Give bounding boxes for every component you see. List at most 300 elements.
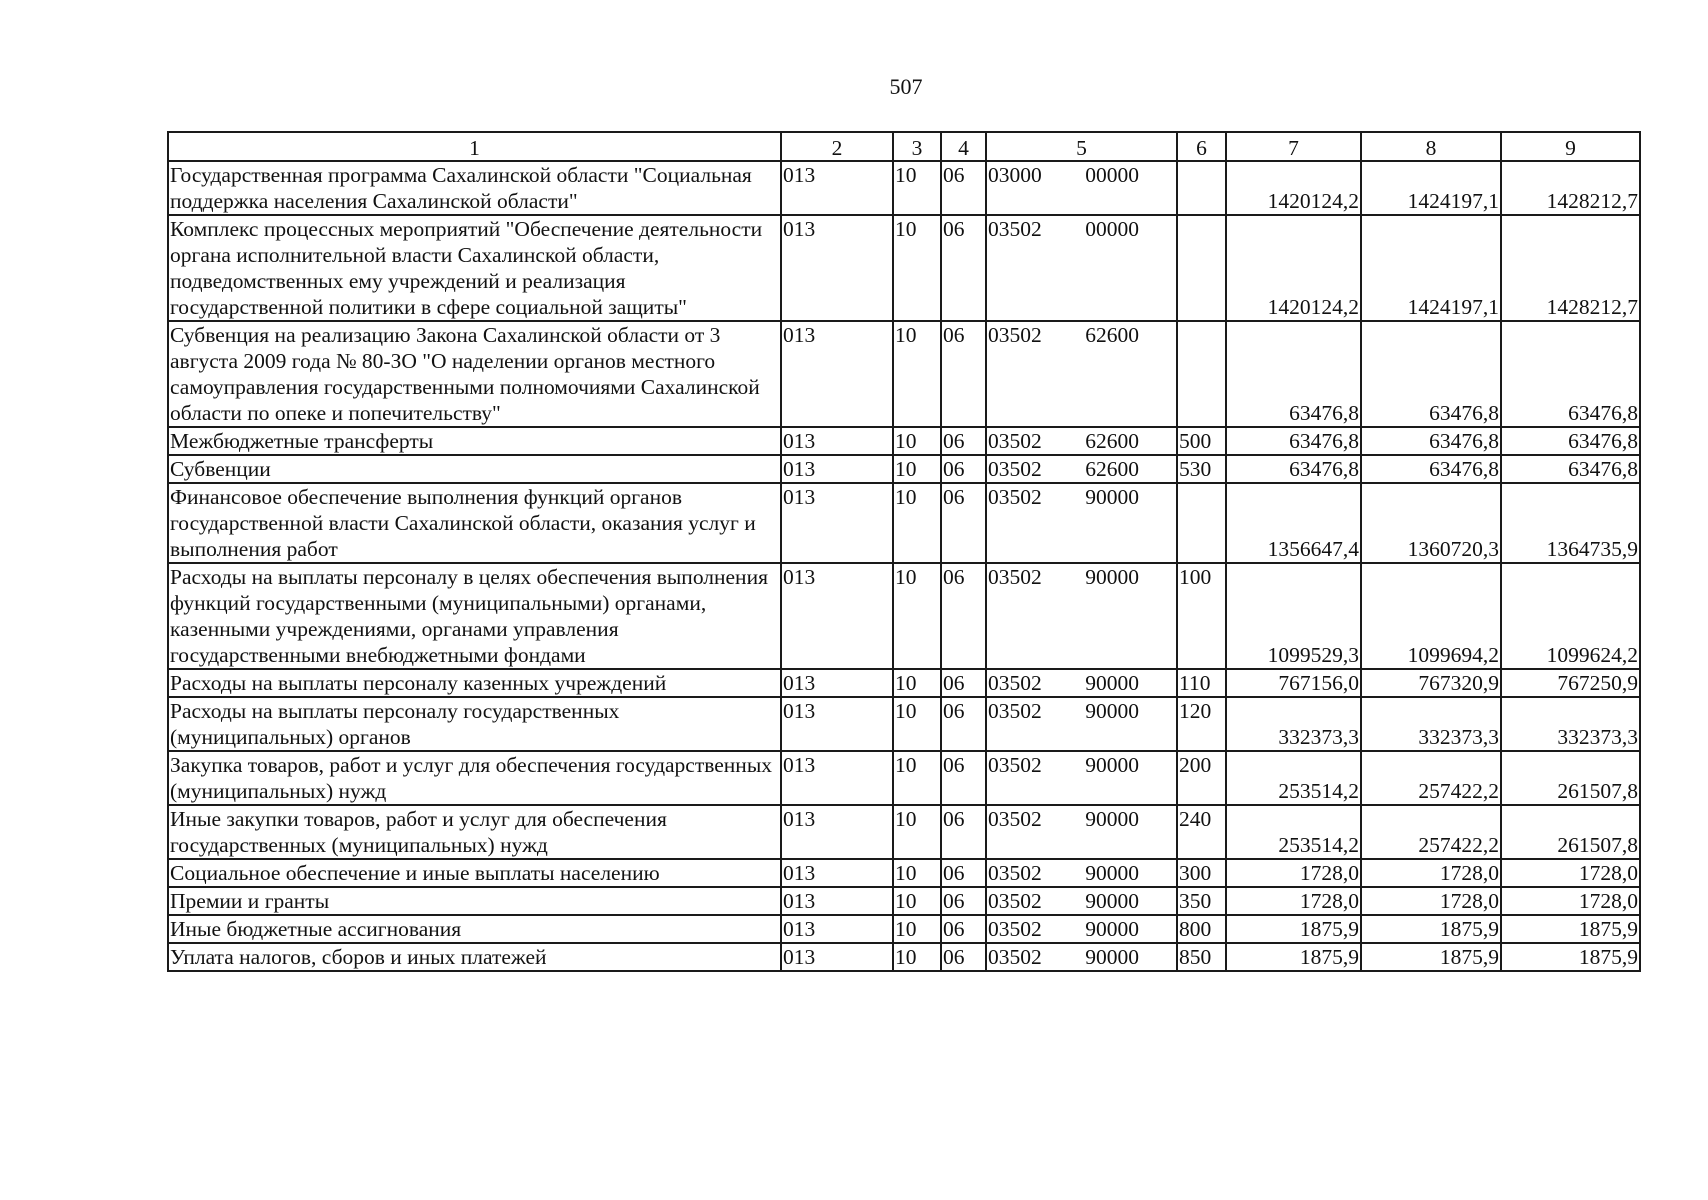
direction-code: 90000	[1085, 889, 1139, 913]
direction-code: 62600	[1085, 429, 1139, 453]
amount-col9-cell	[1501, 915, 1640, 943]
row-name-cell	[168, 915, 781, 943]
subsection-cell	[941, 321, 986, 427]
header-row	[168, 132, 1640, 161]
subsection-cell	[941, 215, 986, 321]
amount-col7-cell	[1226, 215, 1361, 321]
table-row	[168, 943, 1640, 971]
section-cell	[893, 751, 941, 805]
cell-text: 013	[783, 699, 816, 723]
cell-text: 06	[943, 323, 965, 347]
section-cell	[893, 915, 941, 943]
cell-text: 63476,8	[1568, 429, 1638, 453]
subsection-cell	[941, 669, 986, 697]
amount-col9-cell	[1501, 563, 1640, 669]
cell-text: 10	[895, 807, 917, 831]
cell-text: 1428212,7	[1546, 189, 1638, 213]
subsection-cell	[941, 943, 986, 971]
cell-text: 10	[895, 485, 917, 509]
program-code: 03502	[988, 429, 1042, 453]
amount-col9-cell	[1501, 161, 1640, 215]
cell-text: 120	[1179, 699, 1212, 723]
cell-text: 63476,8	[1289, 401, 1359, 425]
program-code: 03502	[988, 917, 1042, 941]
cell-text: 10	[895, 861, 917, 885]
amount-col7-cell	[1226, 321, 1361, 427]
cell-text: 1875,9	[1299, 945, 1359, 969]
direction-code: 90000	[1085, 565, 1139, 589]
cell-text: 06	[943, 485, 965, 509]
cell-text: 1728,0	[1578, 861, 1638, 885]
row-name-cell	[168, 427, 781, 455]
amount-col8-cell	[1361, 669, 1501, 697]
cell-text: 10	[895, 889, 917, 913]
cell-text: Расходы на выплаты персоналу казенных учреждений	[170, 671, 667, 695]
subsection-cell	[941, 563, 986, 669]
target-article-cell	[986, 943, 1177, 971]
cell-text: 63476,8	[1568, 401, 1638, 425]
cell-text: 10	[895, 671, 917, 695]
row-name-cell	[168, 563, 781, 669]
section-cell	[893, 859, 941, 887]
amount-col8-cell	[1361, 483, 1501, 563]
direction-code: 90000	[1085, 671, 1139, 695]
cell-text: 06	[943, 861, 965, 885]
amount-col9-cell	[1501, 483, 1640, 563]
table-row	[168, 859, 1640, 887]
column-header: 5	[986, 132, 1177, 161]
cell-text: 253514,2	[1278, 833, 1359, 857]
cell-text: 261507,8	[1557, 779, 1638, 803]
cell-text: 013	[783, 457, 816, 481]
amount-col7-cell	[1226, 455, 1361, 483]
cell-text: 013	[783, 807, 816, 831]
cell-text: 1364735,9	[1546, 537, 1638, 561]
cell-text: 013	[783, 917, 816, 941]
table-row	[168, 215, 1640, 321]
cell-text: Иные бюджетные ассигнования	[170, 917, 462, 941]
table-row	[168, 887, 1640, 915]
row-name-cell	[168, 483, 781, 563]
direction-code: 62600	[1085, 323, 1139, 347]
cell-text: 63476,8	[1289, 429, 1359, 453]
cell-text: 10	[895, 429, 917, 453]
expense-type-cell	[1177, 887, 1226, 915]
ministry-code-cell	[781, 915, 893, 943]
target-article-cell	[986, 427, 1177, 455]
cell-text: 10	[895, 163, 917, 187]
cell-text: 06	[943, 699, 965, 723]
amount-col7-cell	[1226, 669, 1361, 697]
section-cell	[893, 887, 941, 915]
amount-col8-cell	[1361, 427, 1501, 455]
program-code: 03502	[988, 485, 1042, 509]
cell-text: 332373,3	[1557, 725, 1638, 749]
subsection-cell	[941, 427, 986, 455]
program-code: 03502	[988, 945, 1042, 969]
target-article-cell	[986, 483, 1177, 563]
amount-col8-cell	[1361, 805, 1501, 859]
ministry-code-cell	[781, 321, 893, 427]
amount-col9-cell	[1501, 751, 1640, 805]
cell-text: 530	[1179, 457, 1212, 481]
program-code: 03502	[988, 753, 1042, 777]
program-code: 03000	[988, 163, 1042, 187]
program-code: 03502	[988, 699, 1042, 723]
amount-col8-cell	[1361, 943, 1501, 971]
cell-text: Комплекс процессных мероприятий "Обеспечение деятельности органа исполнительной власти Сахалинской области, подведомственных ему учреждений и реализация государственной политики в сфере социальной защиты"	[170, 217, 763, 319]
cell-text: 500	[1179, 429, 1212, 453]
cell-text: 013	[783, 323, 816, 347]
row-name-cell	[168, 215, 781, 321]
column-header: 8	[1361, 132, 1501, 161]
cell-text: 767320,9	[1418, 671, 1499, 695]
cell-text: Премии и гранты	[170, 889, 330, 913]
subsection-cell	[941, 751, 986, 805]
cell-text: 1875,9	[1439, 945, 1499, 969]
amount-col7-cell	[1226, 427, 1361, 455]
cell-text: 10	[895, 217, 917, 241]
row-name-cell	[168, 161, 781, 215]
cell-text: 06	[943, 217, 965, 241]
cell-text: 10	[895, 945, 917, 969]
direction-code: 62600	[1085, 457, 1139, 481]
cell-text: 10	[895, 699, 917, 723]
expense-type-cell	[1177, 859, 1226, 887]
cell-text: 1420124,2	[1267, 295, 1359, 319]
direction-code: 90000	[1085, 945, 1139, 969]
amount-col7-cell	[1226, 859, 1361, 887]
amount-col8-cell	[1361, 751, 1501, 805]
target-article-cell	[986, 161, 1177, 215]
program-code: 03502	[988, 217, 1042, 241]
cell-text: 06	[943, 565, 965, 589]
cell-text: 1875,9	[1439, 917, 1499, 941]
amount-col9-cell	[1501, 805, 1640, 859]
cell-text: 1728,0	[1299, 861, 1359, 885]
cell-text: 1728,0	[1439, 889, 1499, 913]
ministry-code-cell	[781, 859, 893, 887]
target-article-cell	[986, 805, 1177, 859]
expense-type-cell	[1177, 483, 1226, 563]
cell-text: 1428212,7	[1546, 295, 1638, 319]
amount-col7-cell	[1226, 805, 1361, 859]
amount-col9-cell	[1501, 669, 1640, 697]
section-cell	[893, 943, 941, 971]
row-name-cell	[168, 887, 781, 915]
row-name-cell	[168, 943, 781, 971]
amount-col9-cell	[1501, 859, 1640, 887]
subsection-cell	[941, 859, 986, 887]
program-code: 03502	[988, 323, 1042, 347]
table-row	[168, 697, 1640, 751]
section-cell	[893, 563, 941, 669]
direction-code: 90000	[1085, 753, 1139, 777]
column-header: 4	[941, 132, 986, 161]
cell-text: 100	[1179, 565, 1212, 589]
cell-text: 013	[783, 429, 816, 453]
expense-type-cell	[1177, 427, 1226, 455]
ministry-code-cell	[781, 697, 893, 751]
amount-col8-cell	[1361, 697, 1501, 751]
cell-text: 240	[1179, 807, 1212, 831]
direction-code: 90000	[1085, 485, 1139, 509]
target-article-cell	[986, 455, 1177, 483]
cell-text: 350	[1179, 889, 1212, 913]
cell-text: 253514,2	[1278, 779, 1359, 803]
page-number: 507	[889, 74, 923, 99]
subsection-cell	[941, 805, 986, 859]
table-row	[168, 427, 1640, 455]
cell-text: 1728,0	[1578, 889, 1638, 913]
cell-text: 1424197,1	[1407, 295, 1499, 319]
cell-text: 013	[783, 861, 816, 885]
amount-col7-cell	[1226, 887, 1361, 915]
cell-text: 1099624,2	[1546, 643, 1638, 667]
amount-col8-cell	[1361, 915, 1501, 943]
section-cell	[893, 669, 941, 697]
cell-text: 63476,8	[1429, 429, 1499, 453]
cell-text: 06	[943, 889, 965, 913]
row-name-cell	[168, 669, 781, 697]
cell-text: Субвенция на реализацию Закона Сахалинской области от 3 августа 2009 года № 80-ЗО "О наделении органов местного самоуправления государственными полномочиями Сахалинской области по опеке и попечительству"	[170, 323, 760, 425]
table-row	[168, 751, 1640, 805]
table-row	[168, 563, 1640, 669]
amount-col7-cell	[1226, 483, 1361, 563]
cell-text: 767156,0	[1278, 671, 1359, 695]
cell-text: 1360720,3	[1407, 537, 1499, 561]
cell-text: 1420124,2	[1267, 189, 1359, 213]
amount-col7-cell	[1226, 943, 1361, 971]
row-name-cell	[168, 321, 781, 427]
subsection-cell	[941, 483, 986, 563]
expense-type-cell	[1177, 697, 1226, 751]
target-article-cell	[986, 215, 1177, 321]
cell-text: Расходы на выплаты персоналу в целях обеспечения выполнения функций государственными (муниципальными) органами, казенными учреждениями, органами управления государственными внебюджетными фондами	[170, 565, 768, 667]
target-article-cell	[986, 751, 1177, 805]
cell-text: 767250,9	[1557, 671, 1638, 695]
program-code: 03502	[988, 565, 1042, 589]
cell-text: 10	[895, 753, 917, 777]
expense-type-cell	[1177, 943, 1226, 971]
cell-text: 06	[943, 457, 965, 481]
table-row	[168, 805, 1640, 859]
ministry-code-cell	[781, 887, 893, 915]
target-article-cell	[986, 887, 1177, 915]
cell-text: 013	[783, 217, 816, 241]
expense-type-cell	[1177, 161, 1226, 215]
program-code: 03502	[988, 861, 1042, 885]
amount-col8-cell	[1361, 161, 1501, 215]
cell-text: 1728,0	[1439, 861, 1499, 885]
section-cell	[893, 427, 941, 455]
expense-type-cell	[1177, 669, 1226, 697]
amount-col9-cell	[1501, 697, 1640, 751]
subsection-cell	[941, 161, 986, 215]
cell-text: 200	[1179, 753, 1212, 777]
cell-text: 300	[1179, 861, 1212, 885]
amount-col7-cell	[1226, 751, 1361, 805]
cell-text: 10	[895, 323, 917, 347]
cell-text: 850	[1179, 945, 1212, 969]
section-cell	[893, 455, 941, 483]
direction-code: 90000	[1085, 807, 1139, 831]
cell-text: 013	[783, 163, 816, 187]
target-article-cell	[986, 321, 1177, 427]
cell-text: 1875,9	[1578, 917, 1638, 941]
cell-text: Уплата налогов, сборов и иных платежей	[170, 945, 547, 969]
cell-text: 10	[895, 565, 917, 589]
section-cell	[893, 805, 941, 859]
cell-text: 63476,8	[1429, 457, 1499, 481]
cell-text: 63476,8	[1429, 401, 1499, 425]
column-header: 2	[781, 132, 893, 161]
row-name-cell	[168, 751, 781, 805]
ministry-code-cell	[781, 161, 893, 215]
column-header: 1	[168, 132, 781, 161]
expense-type-cell	[1177, 563, 1226, 669]
program-code: 03502	[988, 457, 1042, 481]
cell-text: 63476,8	[1289, 457, 1359, 481]
cell-text: 332373,3	[1418, 725, 1499, 749]
cell-text: 261507,8	[1557, 833, 1638, 857]
table-row	[168, 455, 1640, 483]
subsection-cell	[941, 915, 986, 943]
ministry-code-cell	[781, 751, 893, 805]
target-article-cell	[986, 697, 1177, 751]
subsection-cell	[941, 455, 986, 483]
cell-text: Иные закупки товаров, работ и услуг для обеспечения государственных (муниципальных) нужд	[170, 807, 667, 857]
row-name-cell	[168, 455, 781, 483]
cell-text: Финансовое обеспечение выполнения функций органов государственной власти Сахалинской области, оказания услуг и выполнения работ	[170, 485, 756, 561]
target-article-cell	[986, 915, 1177, 943]
amount-col9-cell	[1501, 455, 1640, 483]
expense-type-cell	[1177, 321, 1226, 427]
expense-type-cell	[1177, 751, 1226, 805]
subsection-cell	[941, 887, 986, 915]
section-cell	[893, 321, 941, 427]
cell-text: 10	[895, 457, 917, 481]
ministry-code-cell	[781, 455, 893, 483]
program-code: 03502	[988, 807, 1042, 831]
cell-text: 10	[895, 917, 917, 941]
cell-text: 013	[783, 565, 816, 589]
ministry-code-cell	[781, 483, 893, 563]
table-row	[168, 915, 1640, 943]
target-article-cell	[986, 859, 1177, 887]
table-row	[168, 483, 1640, 563]
cell-text: 1728,0	[1299, 889, 1359, 913]
cell-text: 800	[1179, 917, 1212, 941]
direction-code: 90000	[1085, 861, 1139, 885]
section-cell	[893, 483, 941, 563]
cell-text: 013	[783, 671, 816, 695]
target-article-cell	[986, 669, 1177, 697]
section-cell	[893, 161, 941, 215]
amount-col9-cell	[1501, 943, 1640, 971]
cell-text: 013	[783, 753, 816, 777]
cell-text: 06	[943, 945, 965, 969]
amount-col8-cell	[1361, 859, 1501, 887]
amount-col8-cell	[1361, 215, 1501, 321]
cell-text: 63476,8	[1568, 457, 1638, 481]
expense-type-cell	[1177, 215, 1226, 321]
direction-code: 00000	[1085, 217, 1139, 241]
cell-text: Межбюджетные трансферты	[170, 429, 434, 453]
budget-table	[167, 131, 1641, 972]
column-header: 6	[1177, 132, 1226, 161]
table-row	[168, 669, 1640, 697]
program-code: 03502	[988, 889, 1042, 913]
cell-text: 06	[943, 807, 965, 831]
target-article-cell	[986, 563, 1177, 669]
amount-col7-cell	[1226, 915, 1361, 943]
cell-text: 1424197,1	[1407, 189, 1499, 213]
amount-col7-cell	[1226, 161, 1361, 215]
cell-text: Социальное обеспечение и иные выплаты населению	[170, 861, 660, 885]
expense-type-cell	[1177, 455, 1226, 483]
cell-text: 257422,2	[1418, 779, 1499, 803]
cell-text: 013	[783, 945, 816, 969]
direction-code: 00000	[1085, 163, 1139, 187]
cell-text: 1099694,2	[1407, 643, 1499, 667]
direction-code: 90000	[1085, 699, 1139, 723]
direction-code: 90000	[1085, 917, 1139, 941]
amount-col9-cell	[1501, 215, 1640, 321]
ministry-code-cell	[781, 805, 893, 859]
ministry-code-cell	[781, 215, 893, 321]
row-name-cell	[168, 697, 781, 751]
cell-text: 1875,9	[1299, 917, 1359, 941]
cell-text: Закупка товаров, работ и услуг для обеспечения государственных (муниципальных) нужд	[170, 753, 773, 803]
amount-col9-cell	[1501, 321, 1640, 427]
cell-text: 06	[943, 163, 965, 187]
column-header: 7	[1226, 132, 1361, 161]
cell-text: 013	[783, 889, 816, 913]
column-header: 3	[893, 132, 941, 161]
amount-col8-cell	[1361, 887, 1501, 915]
amount-col8-cell	[1361, 321, 1501, 427]
amount-col7-cell	[1226, 563, 1361, 669]
cell-text: 013	[783, 485, 816, 509]
expense-type-cell	[1177, 915, 1226, 943]
amount-col9-cell	[1501, 427, 1640, 455]
table-row	[168, 321, 1640, 427]
row-name-cell	[168, 859, 781, 887]
cell-text: 257422,2	[1418, 833, 1499, 857]
table-body	[168, 161, 1640, 971]
cell-text: 1875,9	[1578, 945, 1638, 969]
cell-text: 06	[943, 753, 965, 777]
amount-col7-cell	[1226, 697, 1361, 751]
cell-text: 1356647,4	[1267, 537, 1359, 561]
column-header: 9	[1501, 132, 1640, 161]
amount-col8-cell	[1361, 455, 1501, 483]
ministry-code-cell	[781, 943, 893, 971]
section-cell	[893, 215, 941, 321]
amount-col9-cell	[1501, 887, 1640, 915]
ministry-code-cell	[781, 427, 893, 455]
amount-col8-cell	[1361, 563, 1501, 669]
row-name-cell	[168, 805, 781, 859]
cell-text: 06	[943, 671, 965, 695]
table-row	[168, 161, 1640, 215]
ministry-code-cell	[781, 669, 893, 697]
cell-text: Субвенции	[170, 457, 271, 481]
section-cell	[893, 697, 941, 751]
cell-text: Расходы на выплаты персоналу государственных (муниципальных) органов	[170, 699, 620, 749]
subsection-cell	[941, 697, 986, 751]
